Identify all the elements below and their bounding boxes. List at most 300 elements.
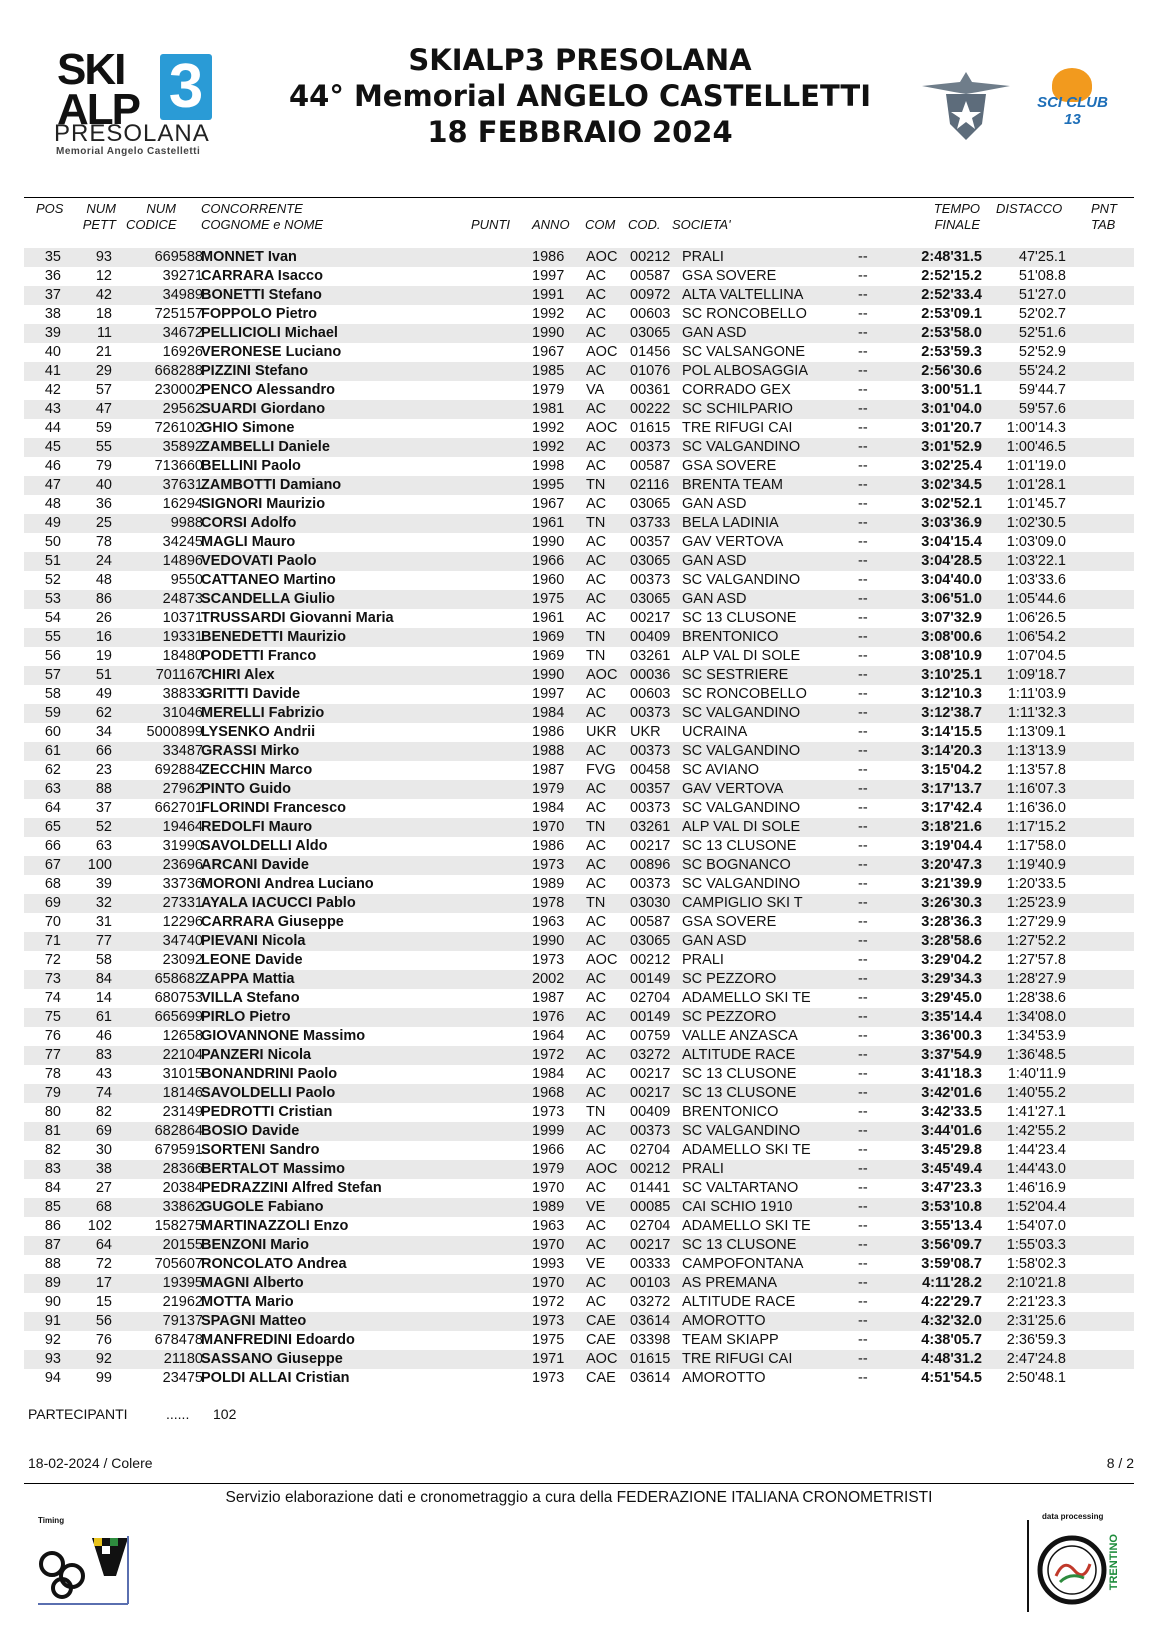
- cell-club-code: 00217: [630, 1066, 671, 1082]
- participants-count: 102: [213, 1406, 237, 1422]
- cell-athlete-code: 28366: [162, 1161, 203, 1177]
- cell-points: --: [858, 819, 868, 835]
- cell-final-time: 2:48'31.5: [921, 249, 982, 265]
- cell-final-time: 4:48'31.2: [921, 1351, 982, 1367]
- cell-final-time: 3:45'29.8: [921, 1142, 982, 1158]
- cell-pos: 51: [44, 553, 61, 569]
- cell-birth-year: 1984: [532, 705, 565, 721]
- cell-final-time: 3:01'52.9: [921, 439, 982, 455]
- cell-bib-number: 100: [87, 857, 112, 873]
- cell-final-time: 3:47'23.3: [921, 1180, 982, 1196]
- cell-athlete-code: 31990: [162, 838, 203, 854]
- cell-gap: 1:00'46.5: [1006, 439, 1066, 455]
- cell-final-time: 3:28'58.6: [921, 933, 982, 949]
- cell-gap: 1:16'07.3: [1006, 781, 1066, 797]
- cell-athlete-code: 678478: [154, 1332, 203, 1348]
- cell-athlete-name: PENCO Alessandro: [201, 382, 336, 398]
- cell-final-time: 2:53'58.0: [921, 325, 982, 341]
- cell-gap: 1:16'36.0: [1006, 800, 1066, 816]
- cell-club-code: 01076: [630, 363, 671, 379]
- cell-club-code: 00222: [630, 401, 671, 417]
- cell-committee: AC: [586, 1237, 607, 1253]
- cell-committee: AC: [586, 534, 607, 550]
- cell-club-code: 00373: [630, 743, 671, 759]
- cell-bib-number: 39: [95, 876, 112, 892]
- cell-club-name: UCRAINA: [682, 724, 748, 740]
- cell-pos: 52: [44, 572, 61, 588]
- cell-pos: 74: [44, 990, 61, 1006]
- cell-birth-year: 1975: [532, 591, 565, 607]
- cell-committee: AC: [586, 743, 607, 759]
- cell-birth-year: 1986: [532, 838, 565, 854]
- cell-points: --: [858, 914, 868, 930]
- cell-pos: 36: [44, 268, 61, 284]
- cell-club-name: ALP VAL DI SOLE: [682, 648, 801, 664]
- cell-committee: AC: [586, 439, 607, 455]
- cell-athlete-code: 35892: [162, 439, 203, 455]
- cell-pos: 63: [44, 781, 61, 797]
- cell-final-time: 3:08'10.9: [921, 648, 982, 664]
- cell-athlete-name: MOTTA Mario: [201, 1294, 294, 1310]
- table-row: [24, 1065, 1134, 1084]
- table-row: [24, 780, 1134, 799]
- cell-athlete-name: MARTINAZZOLI Enzo: [201, 1218, 349, 1234]
- cell-athlete-name: PIZZINI Stefano: [201, 363, 309, 379]
- cell-bib-number: 76: [95, 1332, 112, 1348]
- cell-club-name: ALTITUDE RACE: [682, 1294, 796, 1310]
- cell-club-name: SC PEZZORO: [682, 1009, 777, 1025]
- cell-pos: 65: [44, 819, 61, 835]
- cell-birth-year: 1984: [532, 800, 565, 816]
- cell-club-code: 00373: [630, 439, 671, 455]
- cell-bib-number: 93: [95, 249, 112, 265]
- table-row: [24, 1141, 1134, 1160]
- cell-committee: AC: [586, 1066, 607, 1082]
- cell-pos: 79: [44, 1085, 61, 1101]
- cell-points: --: [858, 1294, 868, 1310]
- cell-club-code: 01615: [630, 1351, 671, 1367]
- table-row: [24, 1236, 1134, 1255]
- cell-athlete-code: 37631: [162, 477, 203, 493]
- cell-bib-number: 32: [95, 895, 112, 911]
- cell-athlete-name: ARCANI Davide: [201, 857, 309, 873]
- cell-birth-year: 1981: [532, 401, 565, 417]
- dp-label: data processing: [1042, 1512, 1104, 1521]
- cell-club-code: 03614: [630, 1370, 671, 1386]
- cell-committee: TN: [586, 477, 606, 493]
- cell-pos: 81: [44, 1123, 61, 1139]
- cell-birth-year: 1990: [532, 667, 565, 683]
- cell-committee: AOC: [586, 249, 618, 265]
- cell-birth-year: 1995: [532, 477, 565, 493]
- cell-final-time: 2:52'33.4: [921, 287, 982, 303]
- cell-points: --: [858, 800, 868, 816]
- cell-points: --: [858, 762, 868, 778]
- cell-points: --: [858, 895, 868, 911]
- cell-bib-number: 59: [95, 420, 112, 436]
- cell-club-code: 00212: [630, 249, 671, 265]
- cell-bib-number: 55: [95, 439, 112, 455]
- cell-club-name: SC SCHILPARIO: [682, 401, 793, 417]
- cell-club-name: SC VALSANGONE: [682, 344, 806, 360]
- cell-athlete-code: 79137: [162, 1313, 203, 1329]
- cell-club-name: SC RONCOBELLO: [682, 306, 807, 322]
- cell-pos: 55: [44, 629, 61, 645]
- cell-athlete-code: 34989: [162, 287, 203, 303]
- cell-athlete-name: GIOVANNONE Massimo: [201, 1028, 366, 1044]
- cell-committee: AOC: [586, 1161, 618, 1177]
- cell-points: --: [858, 838, 868, 854]
- cell-committee: AC: [586, 553, 607, 569]
- cell-points: --: [858, 268, 868, 284]
- table-row: [24, 685, 1134, 704]
- cell-athlete-name: SIGNORI Maurizio: [201, 496, 326, 512]
- cell-bib-number: 78: [95, 534, 112, 550]
- cell-final-time: 3:03'36.9: [921, 515, 982, 531]
- cell-final-time: 3:55'13.4: [921, 1218, 982, 1234]
- cell-club-name: SC BOGNANCO: [682, 857, 791, 873]
- cell-points: --: [858, 952, 868, 968]
- cell-club-code: 03065: [630, 933, 671, 949]
- cell-points: --: [858, 306, 868, 322]
- table-row: [24, 514, 1134, 533]
- cell-club-code: 00361: [630, 382, 671, 398]
- cell-athlete-name: SASSANO Giuseppe: [201, 1351, 343, 1367]
- cell-club-code: 02704: [630, 1142, 671, 1158]
- cell-athlete-code: 12296: [162, 914, 203, 930]
- cell-committee: VA: [586, 382, 605, 398]
- table-row: [24, 837, 1134, 856]
- cell-committee: AC: [586, 1047, 607, 1063]
- table-row: [24, 267, 1134, 286]
- cell-gap: 1:03'09.0: [1006, 534, 1066, 550]
- cell-committee: AC: [586, 971, 607, 987]
- cell-athlete-name: VEDOVATI Paolo: [201, 553, 317, 569]
- cell-club-name: CAMPOFONTANA: [682, 1256, 804, 1272]
- ficr-logo-icon: [36, 1516, 136, 1606]
- cell-pos: 70: [44, 914, 61, 930]
- cell-gap: 51'08.8: [1018, 268, 1066, 284]
- cell-committee: AC: [586, 287, 607, 303]
- cell-pos: 47: [44, 477, 61, 493]
- table-row: [24, 1179, 1134, 1198]
- cell-committee: AC: [586, 401, 607, 417]
- cell-final-time: 3:44'01.6: [921, 1123, 982, 1139]
- cell-pos: 93: [44, 1351, 61, 1367]
- cell-athlete-code: 5000899: [146, 724, 203, 740]
- cell-bib-number: 36: [95, 496, 112, 512]
- cell-committee: AC: [586, 686, 607, 702]
- cell-committee: AC: [586, 1009, 607, 1025]
- cell-athlete-code: 39271: [162, 268, 203, 284]
- cell-club-name: SC RONCOBELLO: [682, 686, 807, 702]
- cell-athlete-code: 682864: [154, 1123, 203, 1139]
- cell-birth-year: 1975: [532, 1332, 565, 1348]
- cell-birth-year: 1986: [532, 249, 565, 265]
- logo-ski-text: SKI ALP: [57, 45, 139, 134]
- cell-bib-number: 52: [95, 819, 112, 835]
- page-number: 8 / 2: [1106, 1455, 1134, 1471]
- cell-bib-number: 84: [95, 971, 112, 987]
- table-row: [24, 381, 1134, 400]
- cell-athlete-code: 23092: [162, 952, 203, 968]
- cell-birth-year: 1979: [532, 1161, 565, 1177]
- table-row: [24, 343, 1134, 362]
- cell-club-name: SC 13 CLUSONE: [682, 1085, 797, 1101]
- cell-athlete-code: 27962: [162, 781, 203, 797]
- cell-athlete-code: 9550: [170, 572, 203, 588]
- cell-gap: 2:31'25.6: [1006, 1313, 1066, 1329]
- cell-birth-year: 1993: [532, 1256, 565, 1272]
- cell-club-code: 00972: [630, 287, 671, 303]
- sci-club-13-logo: [1030, 68, 1115, 143]
- cell-gap: 1:01'45.7: [1006, 496, 1066, 512]
- table-row: [24, 1217, 1134, 1236]
- cell-gap: 55'24.2: [1018, 363, 1066, 379]
- table-row: [24, 1274, 1134, 1293]
- cell-final-time: 3:59'08.7: [921, 1256, 982, 1272]
- cell-final-time: 3:37'54.9: [921, 1047, 982, 1063]
- table-row: [24, 1046, 1134, 1065]
- cell-athlete-name: MAGNI Alberto: [201, 1275, 304, 1291]
- cell-points: --: [858, 344, 868, 360]
- cell-club-code: 01615: [630, 420, 671, 436]
- cell-birth-year: 1964: [532, 1028, 565, 1044]
- cell-birth-year: 1970: [532, 1237, 565, 1253]
- cell-club-name: GAN ASD: [682, 496, 747, 512]
- cell-gap: 1:02'30.5: [1006, 515, 1066, 531]
- cell-committee: AC: [586, 591, 607, 607]
- table-row: [24, 932, 1134, 951]
- cell-committee: AC: [586, 781, 607, 797]
- cell-birth-year: 1972: [532, 1047, 565, 1063]
- cell-athlete-name: ZAMBELLI Daniele: [201, 439, 330, 455]
- cell-club-code: UKR: [630, 724, 661, 740]
- cell-final-time: 3:29'45.0: [921, 990, 982, 1006]
- cell-bib-number: 43: [95, 1066, 112, 1082]
- cell-bib-number: 37: [95, 800, 112, 816]
- cell-committee: AOC: [586, 952, 618, 968]
- cell-committee: TN: [586, 648, 606, 664]
- cell-athlete-name: SORTENI Sandro: [201, 1142, 320, 1158]
- cell-final-time: 4:51'54.5: [921, 1370, 982, 1386]
- cell-club-name: AMOROTTO: [682, 1313, 766, 1329]
- cell-club-code: 03733: [630, 515, 671, 531]
- cell-final-time: 3:42'33.5: [921, 1104, 982, 1120]
- cell-club-code: 03065: [630, 325, 671, 341]
- cell-bib-number: 38: [95, 1161, 112, 1177]
- cell-birth-year: 1987: [532, 990, 565, 1006]
- cell-club-code: 00759: [630, 1028, 671, 1044]
- cell-pos: 37: [44, 287, 61, 303]
- cell-club-name: SC VALGANDINO: [682, 876, 801, 892]
- cell-birth-year: 1985: [532, 363, 565, 379]
- cell-birth-year: 1972: [532, 1294, 565, 1310]
- cell-gap: 1:03'22.1: [1006, 553, 1066, 569]
- cell-points: --: [858, 1256, 868, 1272]
- cell-points: --: [858, 1313, 868, 1329]
- timing-label: Timing: [38, 1516, 65, 1525]
- cell-gap: 1:52'04.4: [1006, 1199, 1066, 1215]
- cell-birth-year: 1978: [532, 895, 565, 911]
- cell-pos: 90: [44, 1294, 61, 1310]
- cell-gap: 1:09'18.7: [1006, 667, 1066, 683]
- cell-athlete-name: FLORINDI Francesco: [201, 800, 347, 816]
- cell-athlete-code: 662701: [154, 800, 203, 816]
- cell-committee: AC: [586, 1218, 607, 1234]
- cell-pos: 87: [44, 1237, 61, 1253]
- cell-birth-year: 1968: [532, 1085, 565, 1101]
- cell-bib-number: 82: [95, 1104, 112, 1120]
- cell-committee: CAE: [586, 1332, 616, 1348]
- cell-birth-year: 1973: [532, 857, 565, 873]
- cell-pos: 94: [44, 1370, 61, 1386]
- cell-club-name: GAN ASD: [682, 591, 747, 607]
- cell-bib-number: 92: [95, 1351, 112, 1367]
- cell-club-code: 02116: [630, 477, 670, 493]
- cell-club-code: 00217: [630, 1237, 671, 1253]
- cell-committee: AC: [586, 800, 607, 816]
- cell-club-name: AS PREMANA: [682, 1275, 778, 1291]
- cell-club-name: GAN ASD: [682, 933, 747, 949]
- cell-athlete-code: 23696: [162, 857, 203, 873]
- cell-final-time: 3:28'36.3: [921, 914, 982, 930]
- cell-club-code: 00217: [630, 1085, 671, 1101]
- cell-athlete-name: VERONESE Luciano: [201, 344, 342, 360]
- cell-gap: 1:13'13.9: [1006, 743, 1066, 759]
- cell-committee: AC: [586, 325, 607, 341]
- cell-athlete-code: 669588: [154, 249, 203, 265]
- cell-athlete-name: BELLINI Paolo: [201, 458, 301, 474]
- cell-athlete-name: MAGLI Mauro: [201, 534, 296, 550]
- results-table: [24, 248, 1134, 1388]
- cell-club-name: TRE RIFUGI CAI: [682, 420, 793, 436]
- cell-points: --: [858, 515, 868, 531]
- cell-pos: 64: [44, 800, 61, 816]
- cell-club-name: GSA SOVERE: [682, 914, 777, 930]
- cell-athlete-code: 19395: [162, 1275, 203, 1291]
- cell-athlete-code: 668288: [154, 363, 203, 379]
- cell-birth-year: 1961: [532, 610, 565, 626]
- header-rule: [24, 197, 1134, 198]
- cell-birth-year: 1989: [532, 1199, 565, 1215]
- cell-birth-year: 1973: [532, 1104, 565, 1120]
- cell-club-name: AMOROTTO: [682, 1370, 766, 1386]
- cell-club-code: 00212: [630, 1161, 671, 1177]
- cell-final-time: 3:06'51.0: [921, 591, 982, 607]
- cell-club-name: BRENTONICO: [682, 1104, 779, 1120]
- cell-athlete-name: CARRARA Giuseppe: [201, 914, 344, 930]
- cell-committee: AC: [586, 857, 607, 873]
- cell-athlete-code: 679591: [154, 1142, 203, 1158]
- cell-athlete-code: 230002: [154, 382, 203, 398]
- cell-athlete-code: 18480: [162, 648, 203, 664]
- cell-club-name: BRENTA TEAM: [682, 477, 783, 493]
- cell-athlete-name: PIRLO Pietro: [201, 1009, 291, 1025]
- cell-club-name: SC VALGANDINO: [682, 743, 801, 759]
- cell-club-name: PRALI: [682, 1161, 724, 1177]
- cell-bib-number: 51: [95, 667, 112, 683]
- cell-athlete-name: MORONI Andrea Luciano: [201, 876, 374, 892]
- cell-bib-number: 69: [95, 1123, 112, 1139]
- cell-gap: 2:47'24.8: [1006, 1351, 1066, 1367]
- cell-bib-number: 77: [95, 933, 112, 949]
- cell-gap: 1:27'52.2: [1006, 933, 1066, 949]
- cell-gap: 1:44'23.4: [1006, 1142, 1066, 1158]
- cell-bib-number: 64: [95, 1237, 112, 1253]
- cell-bib-number: 99: [95, 1370, 112, 1386]
- table-row: [24, 457, 1134, 476]
- skialp3-logo: [52, 45, 217, 158]
- cell-pos: 53: [44, 591, 61, 607]
- cell-pos: 76: [44, 1028, 61, 1044]
- cell-committee: AOC: [586, 420, 618, 436]
- cell-final-time: 3:19'04.4: [921, 838, 982, 854]
- cell-birth-year: 1992: [532, 439, 565, 455]
- cell-club-code: 02704: [630, 990, 671, 1006]
- cell-final-time: 3:17'42.4: [921, 800, 982, 816]
- cell-pos: 66: [44, 838, 61, 854]
- cell-pos: 86: [44, 1218, 61, 1234]
- col-codice: NUM CODICE: [126, 201, 177, 232]
- cell-points: --: [858, 1351, 868, 1367]
- cell-athlete-name: MONNET Ivan: [201, 249, 297, 265]
- cell-club-code: 00149: [630, 1009, 671, 1025]
- cell-committee: AC: [586, 933, 607, 949]
- cell-pos: 48: [44, 496, 61, 512]
- cell-athlete-code: 12658: [162, 1028, 203, 1044]
- cell-pos: 83: [44, 1161, 61, 1177]
- cell-club-code: 00373: [630, 1123, 671, 1139]
- cell-club-name: TRE RIFUGI CAI: [682, 1351, 793, 1367]
- cell-athlete-name: CATTANEO Martino: [201, 572, 336, 588]
- cell-gap: 1:28'38.6: [1006, 990, 1066, 1006]
- cell-athlete-name: BOSIO Davide: [201, 1123, 300, 1139]
- cell-athlete-code: 14896: [162, 553, 203, 569]
- cell-athlete-name: MANFREDINI Edoardo: [201, 1332, 355, 1348]
- cell-birth-year: 1963: [532, 914, 565, 930]
- cell-pos: 39: [44, 325, 61, 341]
- cell-club-name: POL ALBOSAGGIA: [682, 363, 808, 379]
- cell-points: --: [858, 724, 868, 740]
- cell-birth-year: 1989: [532, 876, 565, 892]
- cell-gap: 51'27.0: [1018, 287, 1066, 303]
- cell-athlete-code: 665699: [154, 1009, 203, 1025]
- cell-athlete-code: 16926: [162, 344, 203, 360]
- cell-pos: 72: [44, 952, 61, 968]
- cell-final-time: 3:02'34.5: [921, 477, 982, 493]
- table-row: [24, 438, 1134, 457]
- cell-athlete-code: 18146: [162, 1085, 203, 1101]
- cell-points: --: [858, 610, 868, 626]
- cell-club-code: 00603: [630, 306, 671, 322]
- table-row: [24, 761, 1134, 780]
- cell-birth-year: 1990: [532, 933, 565, 949]
- cell-club-code: 03065: [630, 591, 671, 607]
- cell-club-name: BELA LADINIA: [682, 515, 779, 531]
- cell-committee: AOC: [586, 1351, 618, 1367]
- cell-birth-year: 1979: [532, 382, 565, 398]
- cell-gap: 1:58'02.3: [1006, 1256, 1066, 1272]
- cell-final-time: 3:56'09.7: [921, 1237, 982, 1253]
- cell-club-name: CAI SCHIO 1910: [682, 1199, 793, 1215]
- cell-gap: 1:27'29.9: [1006, 914, 1066, 930]
- cell-final-time: 3:14'20.3: [921, 743, 982, 759]
- cell-pos: 73: [44, 971, 61, 987]
- cell-club-name: GSA SOVERE: [682, 268, 777, 284]
- cell-birth-year: 1988: [532, 743, 565, 759]
- cell-athlete-code: 10371: [162, 610, 203, 626]
